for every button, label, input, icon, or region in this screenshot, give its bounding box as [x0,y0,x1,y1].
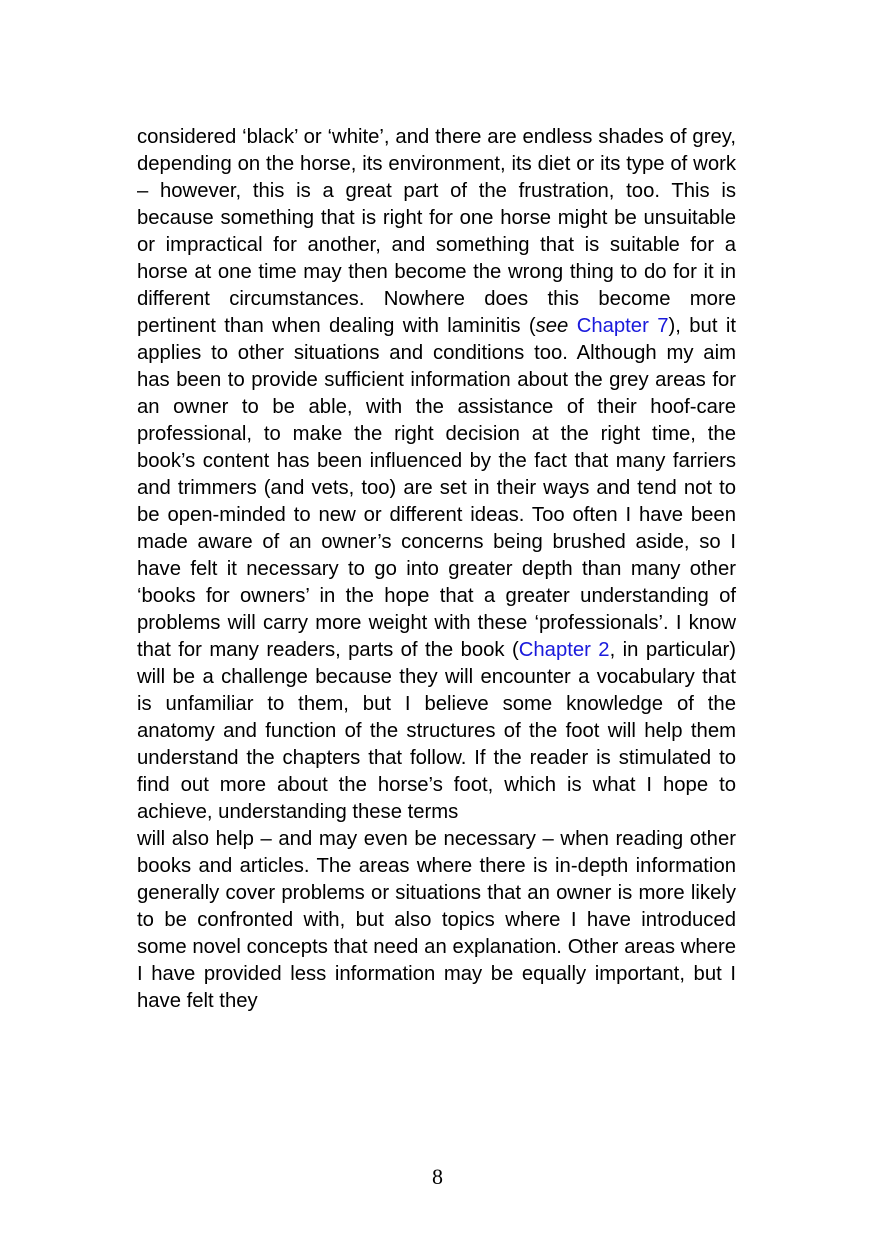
space [568,315,576,337]
page-number: 8 [432,1164,443,1189]
paragraph-1-text-b: ), but it applies to other situations and conditions too. Although my aim has been to provide sufficient information about the grey areas for an owner to be able, with the assistance of their hoof-care professional, to make the right decision at the right time, the book’s content has been influenced by the fact that many farriers and trimmers (and vets, too) are set in their ways and tend not to be open-minded to new or different ideas. Too often I have been made aware of an owner’s concerns being brushed aside, so I have felt it necessary to go into greater depth than many other ‘books for owners’ in the hope that a greater understanding of problems will carry more weight with these ‘professionals’. I know that for many readers, parts of the book ( [137,315,736,661]
paragraph-1 [137,124,736,826]
paragraph-2: will also help – and may even be necessary – when reading other books and articles. The areas where there is in-depth information generally cover problems or situations that an owner is more likely to be confronted with, but also topics where I have introduced some novel concepts that need an explanation. Other areas where I have provided less information may be equally important, but I have felt they [137,828,736,1012]
paragraph-1-text-c: , in particular) will be a challenge because they will encounter a vocabulary that is unfamiliar to them, but I believe some knowledge of the anatomy and function of the structures of the foot will help them understand the chapters that follow. If the reader is stimulated to find out more about the horse’s foot, which is what I hope to achieve, understanding these terms [137,639,737,823]
chapter-2-link[interactable]: Chapter 2 [518,639,610,661]
body-text [137,124,736,1015]
paragraph-1-text-a: considered ‘black’ or ‘white’, and there are endless shades of grey, depending on the horse, its environment, its diet or its type of work – however, this is a great part of the frustration, too. This is because something that is right for one horse might be unsuitable or impractical for another, and something that is suitable for a horse at one time may then become the wrong thing to do for it in different circumstances. Nowhere does this become more pertinent than when dealing with laminitis ( [137,126,736,337]
chapter-7-link[interactable]: Chapter 7 [576,315,669,337]
see-italic: see [535,315,569,337]
